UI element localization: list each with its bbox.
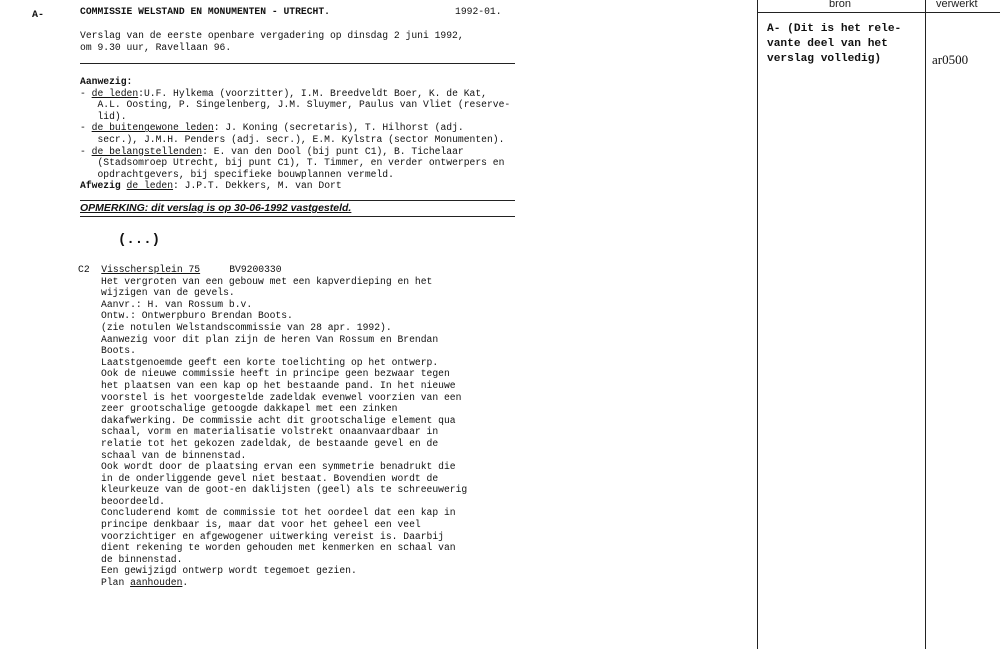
item-line: wijzigen van de gevels. (101, 287, 235, 299)
attendance-list: - de leden:U.F. Hylkema (voorzitter), I.M. Breedveldt Boer, K. de Kat, A.L. Oosting, P. Singelenberg, J.M. Sluymer, Paulus van Vliet (reserve- lid). - de buitengewone leden: J. Koning (secretaris), T. Hilhorst (adj. secr.), J.M.H. Penders (adj. secr.), E.M. Kylstra (sector Monumenten). - de belangstellenden: E. van den Dool (bij punt C1), B. Tichelaar (Stadsomroep Utrecht, bij punt C1), T. Timmer, en verder ontwerpers en opdrachtgevers, bij specifieke bouwplannen vermeld. Afwezig de leden: J.P.T. Dekkers, M. van Dort (80, 87, 511, 192)
item-line: de binnenstad. (101, 553, 183, 565)
column-divider (925, 0, 926, 649)
item-line: beoordeeld. (101, 495, 165, 507)
item-line: relatie tot het gekozen zadeldak, de bestaande gevel en de (101, 437, 439, 449)
agenda-item-c2: C2 Visschersplein 75 BV9200330 (78, 264, 282, 275)
decision-label: aanhouden (130, 577, 183, 589)
remark-top-line (80, 200, 515, 201)
item-line: Aanwezig voor dit plan zijn de heren Van Rossum en Brendan (101, 333, 439, 345)
item-line: Ook de nieuwe commissie heeft in principe geen bezwaar tegen (101, 368, 450, 380)
subtitle-line-2: om 9.30 uur, Ravellaan 96. (80, 41, 232, 53)
members-label: de leden (91, 87, 139, 99)
item-body (101, 276, 501, 589)
source-note: A- (Dit is het rele- vante deel van het verslag volledig) (767, 23, 902, 65)
column-header-processed: verwerkt (936, 0, 978, 10)
item-line: Laatstgenoemde geeft een korte toelichting op het ontwerp. (101, 356, 439, 368)
item-line: dient rekening te worden gehouden met kenmerken en schaal van (101, 542, 456, 554)
item-reference: BV9200330 (229, 264, 282, 275)
item-line: Boots. (101, 345, 136, 357)
extraordinary-members-label: de buitengewone leden (91, 122, 214, 134)
item-line: Het vergroten van een gebouw met een kapverdieping en het (101, 275, 433, 287)
header-line (757, 12, 1000, 13)
subtitle-line-1: Verslag van de eerste openbare vergadering op dinsdag 2 juni 1992, (80, 30, 464, 41)
item-line: Ook wordt door de plaatsing ervan een symmetrie benadrukt die (101, 461, 456, 473)
document-title: COMMISSIE WELSTAND EN MONUMENTEN - UTRECHT. (80, 6, 330, 17)
item-line: in de onderliggende gevel niet bestaat. Bovendien wordt de (101, 472, 439, 484)
divider (80, 63, 515, 64)
item-line: schaal van de binnenstad. (101, 449, 247, 461)
item-address: Visschersplein 75 (101, 264, 201, 275)
item-line: dakafwerking. De commissie acht dit grootschalige element qua (101, 414, 456, 426)
item-line: principe denkbaar is, maar dat voor het geheel een veel (101, 519, 421, 531)
processed-code: ar0500 (932, 52, 969, 67)
column-header-source: bron (829, 0, 852, 10)
item-line: (zie notulen Welstandscommissie van 28 apr. 1992). (101, 321, 392, 333)
item-line: het plaatsen van een kap op het bestaande pand. In het nieuwe (101, 379, 456, 391)
item-line: Concluderend komt de commissie tot het oordeel dat een kap in (101, 507, 456, 519)
attendance-heading: Aanwezig: (80, 76, 133, 87)
item-line: zeer grootschalige getoogde dakkapel met een zinken (101, 403, 398, 415)
item-line: schaal, vorm en materialisatie volstrekt onaanvaardbaar in (101, 426, 439, 438)
remark-bottom-line (80, 216, 515, 217)
ellipsis: (...) (118, 232, 161, 248)
column-divider (757, 0, 758, 649)
item-line: Een gewijzigd ontwerp wordt tegemoet gezien. (101, 565, 357, 577)
document-number: 1992-01. (455, 6, 502, 17)
item-decision: Plan aanhouden. (101, 577, 189, 589)
item-line: Ontw.: Ontwerpburo Brendan Boots. (101, 310, 293, 322)
item-line: Aanvr.: H. van Rossum b.v. (101, 298, 253, 310)
item-line: voorstel is het voorgestelde zadeldak evenwel voorzien van een (101, 391, 462, 403)
item-line: voorzichtiger en afgewogener uitwerking vereist is. Daarbij (101, 530, 444, 542)
interested-label: de belangstellenden (91, 145, 203, 157)
item-line: kleurkeuze van de goot-en daklijsten (geel) als te schreeuwerig (101, 484, 468, 496)
remark: OPMERKING: dit verslag is op 30-06-1992 vastgesteld. (80, 202, 352, 214)
margin-mark: A- (32, 10, 45, 21)
